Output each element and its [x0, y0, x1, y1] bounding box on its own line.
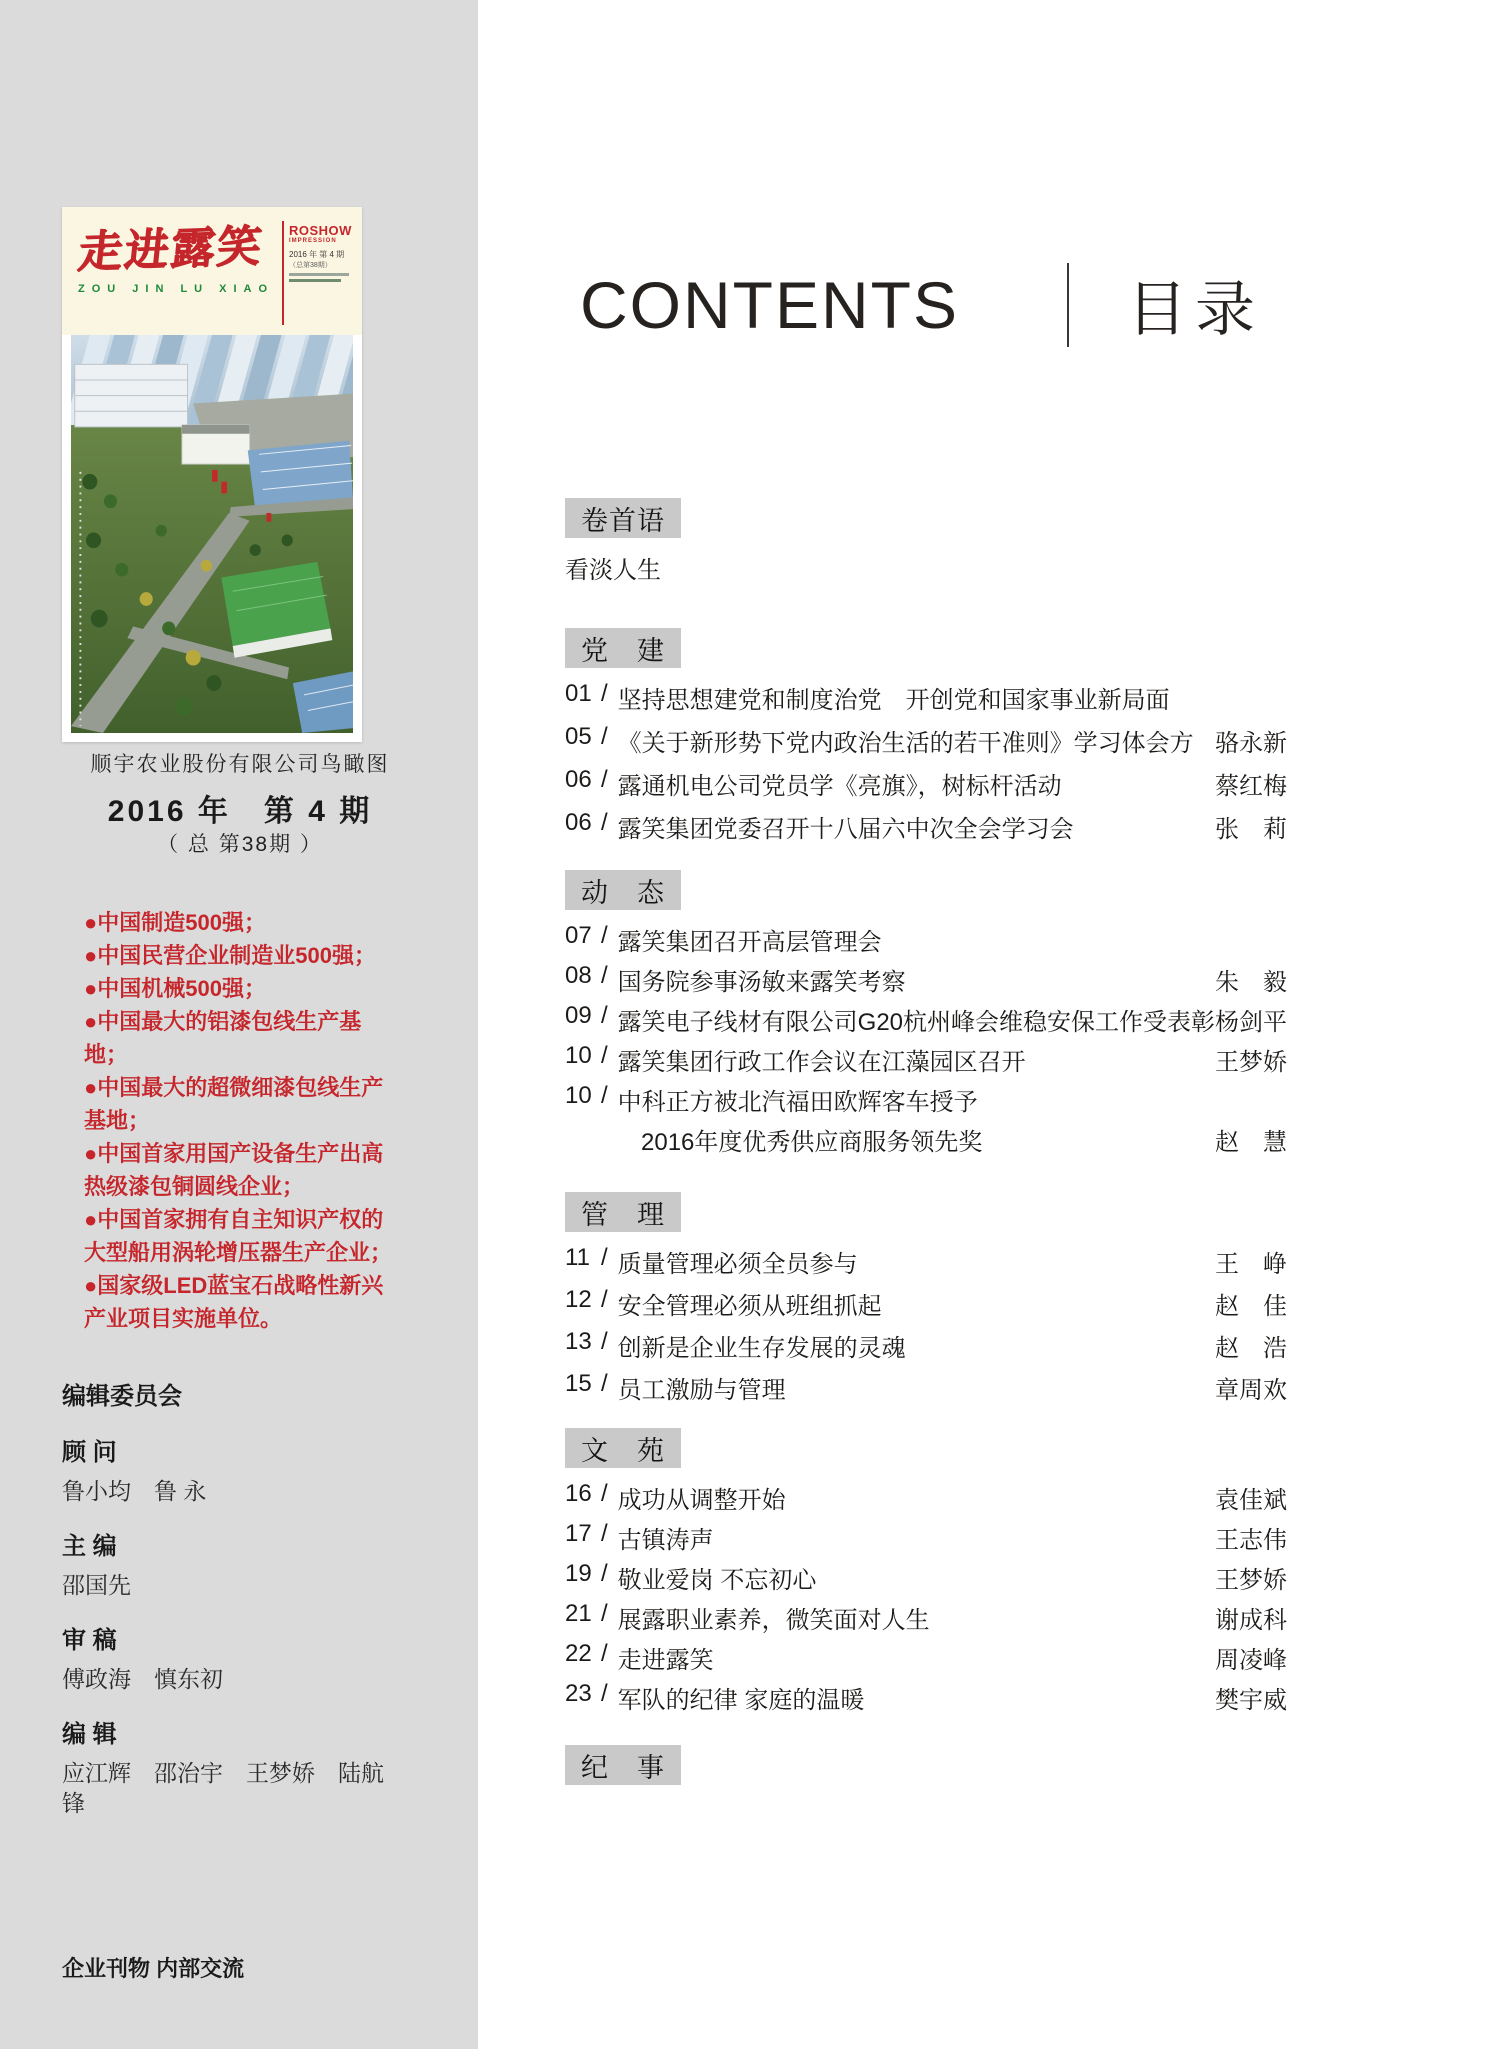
- cover-caption: 顺宇农业股份有限公司鸟瞰图: [90, 753, 390, 776]
- toc-page-number: 08: [565, 962, 592, 989]
- roshow-logo-subtitle: IMPRESSION: [289, 238, 337, 244]
- section-label: 文 苑: [565, 1428, 681, 1468]
- committee-role: 顾 问: [62, 1439, 117, 1466]
- toc-row: [565, 1286, 1287, 1328]
- toc-title: 露通机电公司党员学《亮旗》，树标杆活动: [617, 773, 1062, 800]
- toc-title: 展露职业素养，微笑面对人生: [617, 1607, 930, 1634]
- toc-row: [565, 1082, 1287, 1122]
- contents-title-en: CONTENTS: [580, 268, 959, 342]
- editorial-committee: [62, 1382, 402, 1818]
- toc-separator: /: [601, 1560, 608, 1587]
- toc-page-number: 11: [565, 1244, 590, 1271]
- toc-separator: /: [601, 962, 608, 989]
- section-label: 管 理: [565, 1192, 681, 1232]
- toc-row: [565, 1600, 1287, 1640]
- toc-separator: /: [601, 1042, 608, 1069]
- toc-separator: /: [601, 1600, 608, 1627]
- toc-title: 质量管理必须全员参与: [617, 1251, 858, 1278]
- toc-author: 张 莉: [1215, 816, 1287, 843]
- cover-publisher-microtext: [289, 279, 341, 282]
- highlight-item: ●中国最大的超微细漆包线生产基地；: [84, 1075, 384, 1133]
- toc-title: 创新是企业生存发展的灵魂: [617, 1335, 906, 1362]
- toc-page-number: 17: [565, 1520, 592, 1547]
- issue-number: 2016 年 第 4 期: [107, 795, 373, 828]
- toc-row: [565, 550, 1287, 592]
- toc-row: [565, 680, 1287, 723]
- toc-author: 蔡红梅: [1215, 773, 1287, 800]
- toc-row: [565, 723, 1287, 766]
- committee-role: 编 辑: [62, 1721, 117, 1748]
- toc-title: 员工激励与管理: [617, 1377, 786, 1404]
- toc-title: 露笑电子线材有限公司G20杭州峰会维稳安保工作受表彰: [617, 1009, 1216, 1036]
- highlight-item: ●中国最大的铝漆包线生产基地；: [84, 1009, 362, 1067]
- toc-separator: /: [601, 766, 608, 793]
- toc-author: 章周欢: [1215, 1377, 1287, 1404]
- toc-separator: /: [601, 1370, 608, 1397]
- committee-role: 审 稿: [62, 1627, 117, 1654]
- toc-title: 《关于新形势下党内政治生活的若干准则》学习体会方: [617, 730, 1194, 757]
- toc-row: [565, 1640, 1287, 1680]
- toc-separator: /: [601, 922, 608, 949]
- toc-separator: /: [601, 1680, 608, 1707]
- section-party-building: [565, 628, 1287, 852]
- toc-author: 樊宇威: [1215, 1687, 1287, 1714]
- section-label: 纪 事: [565, 1745, 681, 1785]
- committee-names: 应江辉 邵治宇 王梦娇 陆航锋: [62, 1760, 384, 1816]
- company-highlights-list: [84, 906, 398, 1335]
- toc-author: 王志伟: [1215, 1527, 1287, 1554]
- section-label: 卷首语: [565, 498, 681, 538]
- toc-row: [565, 1370, 1287, 1412]
- toc-page-number: 05: [565, 723, 592, 750]
- toc-title: 古镇涛声: [617, 1527, 714, 1554]
- toc-title: 露笑集团党委召开十八届六中次全会学习会: [617, 816, 1074, 843]
- toc-row: [565, 922, 1287, 962]
- committee-names: 邵国先: [62, 1572, 131, 1598]
- cover-issue-small: 2016 年 第 4 期: [289, 250, 345, 259]
- toc-title: 中科正方被北汽福田欧辉客车授予: [617, 1089, 978, 1116]
- toc-separator: /: [601, 1480, 608, 1507]
- toc-row: [565, 1328, 1287, 1370]
- committee-names: 鲁小均 鲁 永: [62, 1478, 207, 1504]
- toc-title: 坚持思想建党和制度治党 开创党和国家事业新局面: [617, 687, 1170, 714]
- toc-page-number: 06: [565, 809, 592, 836]
- cover-photo: [71, 335, 353, 733]
- toc-page-number: 10: [565, 1042, 592, 1069]
- toc-row: [565, 1244, 1287, 1286]
- toc-page-number: 01: [565, 680, 592, 707]
- toc-author: 王 峥: [1215, 1251, 1287, 1278]
- toc-separator: /: [601, 1640, 608, 1667]
- contents-header: [580, 262, 1263, 348]
- section-label: 党 建: [565, 628, 681, 668]
- toc-row: [565, 1002, 1287, 1042]
- toc-author: 朱 毅: [1215, 969, 1287, 996]
- highlight-item: ●中国民营企业制造业500强；: [84, 943, 376, 968]
- toc-row: [565, 962, 1287, 1002]
- toc-page-number: 09: [565, 1002, 592, 1029]
- toc-title: 露笑集团召开高层管理会: [617, 929, 882, 956]
- toc-author: 杨剑平: [1215, 1009, 1287, 1036]
- toc-separator: /: [601, 1082, 608, 1109]
- section-literary: [565, 1428, 1287, 1720]
- toc-page-number: 16: [565, 1480, 592, 1507]
- section-chronicle: [565, 1745, 1287, 1785]
- cover-pinyin: ZOU JIN LU XIAO: [78, 283, 275, 296]
- issue-total: （ 总 第38期 ）: [157, 833, 323, 856]
- committee-heading: 编辑委员会: [62, 1383, 182, 1410]
- toc-author: 赵 佳: [1215, 1293, 1287, 1320]
- toc-separator: /: [601, 1286, 608, 1313]
- toc-row: [565, 1042, 1287, 1082]
- highlight-item: ●中国首家用国产设备生产出高热级漆包铜圆线企业；: [84, 1141, 384, 1199]
- toc-page-number: 13: [565, 1328, 592, 1355]
- toc-separator: /: [601, 723, 608, 750]
- section-news: [565, 870, 1287, 1162]
- toc-title: 国务院参事汤敏来露笑考察: [617, 969, 906, 996]
- section-label: 动 态: [565, 870, 681, 910]
- toc-page-number: 19: [565, 1560, 592, 1587]
- highlight-item: ●中国制造500强；: [84, 910, 266, 935]
- toc-title: 安全管理必须从班组抓起: [617, 1293, 882, 1320]
- section-management: [565, 1192, 1287, 1412]
- toc-title: 敬业爱岗 不忘初心: [617, 1567, 817, 1594]
- header-divider: [1067, 263, 1069, 347]
- toc-title: 露笑集团行政工作会议在江藻园区召开: [617, 1049, 1026, 1076]
- toc-main: [565, 0, 1287, 2049]
- toc-separator: /: [601, 1520, 608, 1547]
- toc-separator: /: [601, 1328, 608, 1355]
- toc-page-number: 10: [565, 1082, 592, 1109]
- toc-author: 袁佳斌: [1215, 1487, 1287, 1514]
- toc-separator: /: [601, 680, 608, 707]
- roshow-logo: ROSHOW: [289, 223, 352, 238]
- cover-logo-block: [282, 221, 356, 325]
- toc-author: 谢成科: [1215, 1607, 1287, 1634]
- toc-author: 王梦娇: [1215, 1567, 1287, 1594]
- toc-title-continuation: 2016年度优秀供应商服务领先奖: [641, 1129, 983, 1156]
- toc-separator: /: [601, 1002, 608, 1029]
- committee-names: 傅政海 慎东初: [62, 1666, 223, 1692]
- magazine-cover: [62, 207, 362, 742]
- toc-row: [565, 1560, 1287, 1600]
- highlight-item: ●中国机械500强；: [84, 976, 266, 1001]
- publication-note: 企业刊物 内部交流: [62, 1956, 245, 1981]
- toc-author: 赵 浩: [1215, 1335, 1287, 1362]
- toc-page-number: 22: [565, 1640, 592, 1667]
- toc-title: 看淡人生: [565, 557, 661, 584]
- contents-title-zh: 目录: [1127, 276, 1263, 343]
- toc-row: [565, 766, 1287, 809]
- toc-row-continuation: [565, 1122, 1287, 1162]
- section-foreword: [565, 498, 1287, 592]
- toc-page-number: 21: [565, 1600, 592, 1627]
- toc-row: [565, 1680, 1287, 1720]
- sidebar: [0, 0, 478, 2049]
- toc-title: 成功从调整开始: [617, 1487, 786, 1514]
- toc-title: 走进露笑: [617, 1647, 714, 1674]
- highlight-item: ●中国首家拥有自主知识产权的大型船用涡轮增压器生产企业；: [84, 1207, 393, 1265]
- cover-masthead: [62, 207, 362, 335]
- highlight-item: ●国家级LED蓝宝石战略性新兴产业项目实施单位。: [84, 1273, 384, 1331]
- toc-author: 周凌峰: [1215, 1647, 1287, 1674]
- cover-issue-small-total: （总第38期）: [289, 262, 332, 269]
- toc-row: [565, 809, 1287, 852]
- toc-author: 王梦娇: [1215, 1049, 1287, 1076]
- toc-title: 军队的纪律 家庭的温暖: [617, 1687, 865, 1714]
- toc-separator: /: [601, 1244, 608, 1271]
- cover-title-calligraphy: 走进露笑: [75, 221, 266, 277]
- toc-page-number: 23: [565, 1680, 592, 1707]
- cover-publisher-microtext: [289, 273, 349, 276]
- toc-page-number: 06: [565, 766, 592, 793]
- toc-page-number: 07: [565, 922, 592, 949]
- toc-row: [565, 1520, 1287, 1560]
- toc-separator: /: [601, 809, 608, 836]
- toc-page-number: 15: [565, 1370, 592, 1397]
- committee-role: 主 编: [62, 1533, 117, 1560]
- toc-author: 赵 慧: [1215, 1129, 1287, 1156]
- toc-page-number: 12: [565, 1286, 592, 1313]
- toc-author: 骆永新: [1215, 730, 1287, 757]
- toc-row: [565, 1480, 1287, 1520]
- aerial-factory-illustration: [71, 335, 353, 733]
